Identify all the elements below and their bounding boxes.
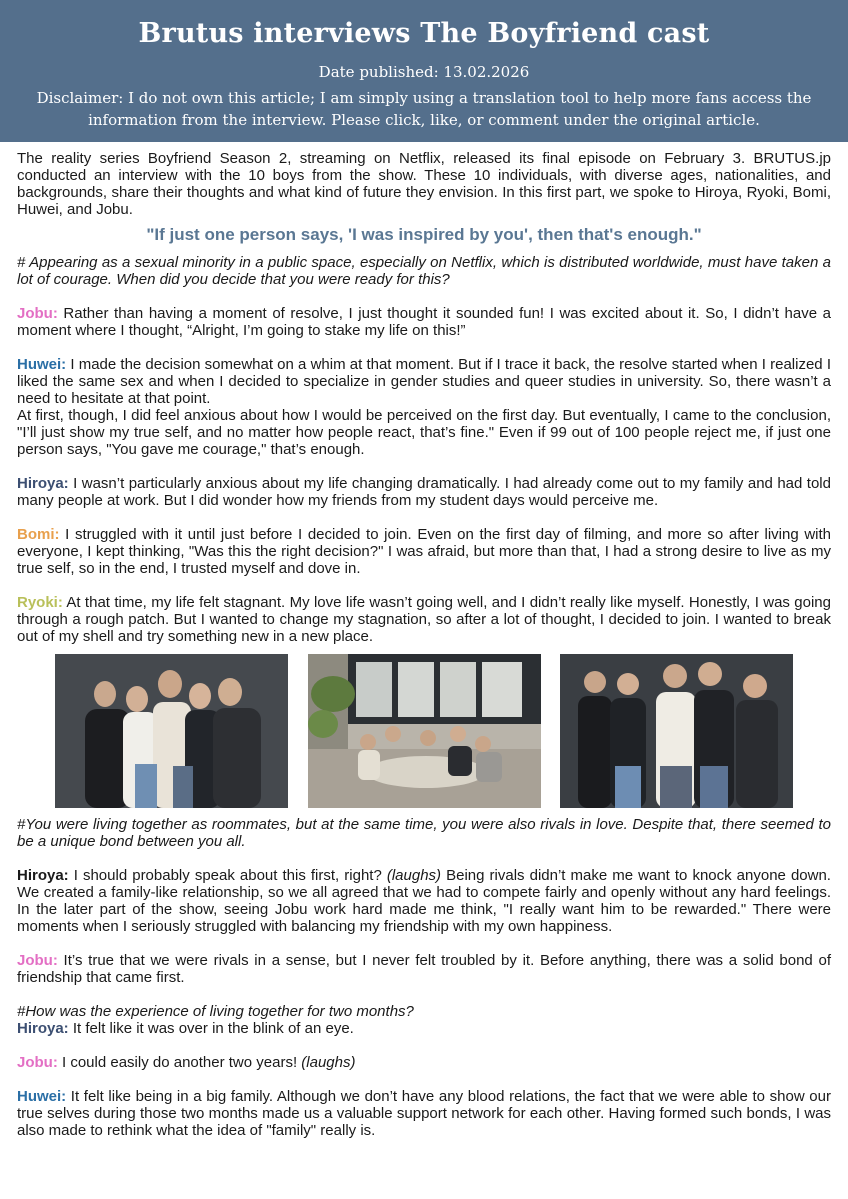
speaker-ryoki: Ryoki: — [17, 594, 63, 611]
speaker-jobu: Jobu: — [17, 952, 58, 969]
answer-text: I struggled with it until just before I decided to join. Even on the first day of filming, and more so after living with everyone, I kept thinking, "Was this the right decision?" I was afraid, but more than that, I had a strong desire to live as my true self, so in the end, I trusted myself and dove in. — [17, 526, 831, 577]
answer-jobu-3 — [17, 1054, 831, 1071]
publish-date: Date published: 13.02.2026 — [318, 63, 530, 81]
answer-hiroya-2 — [17, 867, 831, 935]
answer-hiroya-3 — [17, 1020, 831, 1037]
question-3: #How was the experience of living together for two months? — [17, 1003, 414, 1020]
answer-text: I wasn’t particularly anxious about my life changing dramatically. I had already come out to my family and had told many people at work. But I did wonder how my friends from my student days would perceive me. — [17, 475, 831, 509]
answer-text: Rather than having a moment of resolve, I just thought it sounded fun! I was excited about it. So, I didn’t have a moment where I thought, “Alright, I’m going to stake my life on this!” — [17, 305, 831, 339]
answer-huwei-3 — [17, 1088, 831, 1139]
answer-huwei-1 — [17, 356, 831, 407]
laugh-note: (laughs) — [386, 867, 442, 884]
answer-ryoki-1 — [17, 594, 831, 645]
speaker-jobu: Jobu: — [17, 305, 58, 322]
speaker-jobu: Jobu: — [17, 1054, 58, 1071]
question-1: # Appearing as a sexual minority in a public space, especially on Netflix, which is distributed worldwide, must have taken a lot of courage. When did you decide that you were ready for this? — [17, 254, 831, 288]
speaker-hiroya: Hiroya: — [17, 475, 69, 492]
article-header — [0, 0, 848, 142]
cast-photo-group-hug — [55, 654, 288, 808]
disclaimer: Disclaimer: I do not own this article; I am simply using a translation tool to help more fans access the information from the interview. Please click, like, or comment under the original article. — [36, 89, 812, 129]
question-2: #You were living together as roommates, but at the same time, you were also rivals in love. Despite that, there seemed to be a unique bond between you all. — [17, 816, 831, 850]
answer-jobu-2 — [17, 952, 831, 986]
speaker-hiroya: Hiroya: — [17, 1020, 69, 1037]
speaker-hiroya: Hiroya: — [17, 867, 69, 884]
cast-photo-standing — [560, 654, 793, 808]
laugh-note: (laughs) — [301, 1054, 356, 1071]
answer-text: I made the decision somewhat on a whim at that moment. But if I trace it back, the resolve started when I realized I liked the same sex and when I decided to specialize in gender studies and queer studies in university. So, there wasn’t a need to hesitate at that point. — [17, 356, 831, 407]
article-body — [0, 142, 848, 1139]
answer-text: I could easily do another two years! — [57, 1054, 302, 1071]
speaker-bomi: Bomi: — [17, 526, 60, 543]
answer-text: It felt like it was over in the blink of an eye. — [68, 1020, 354, 1037]
article-title: Brutus interviews The Boyfriend cast — [138, 18, 710, 49]
answer-jobu-1 — [17, 305, 831, 339]
answer-text: At that time, my life felt stagnant. My love life wasn’t going well, and I didn’t really like myself. Honestly, I was going through a rough patch. But I wanted to change my stagnation, so after a lot of thought, I decided to join. I wanted to break out of my shell and try something new in a new place. — [17, 594, 831, 645]
answer-text: It felt like being in a big family. Although we don’t have any blood relations, the fact that we were able to show our true selves during those two months made us a valuable support network for each other. Having formed such bonds, I was also made to rethink what the idea of "family" really is. — [17, 1088, 831, 1139]
speaker-huwei: Huwei: — [17, 1088, 67, 1105]
answer-text: I should probably speak about this first, right? — [68, 867, 387, 884]
answer-text: Being rivals didn’t make me want to knock anyone down. We created a family-like relationship, so we all agreed that we had to compete fairly and openly without any hard feelings. In the later part of the show, seeing Jobu work hard made me think, "I really want him to be rewarded." There were moments when I seriously struggled with balancing my friendship with my own happiness. — [17, 867, 831, 935]
answer-text: It’s true that we were rivals in a sense, but I never felt troubled by it. Before anything, there was a solid bond of friendship that came first. — [17, 952, 831, 986]
speaker-huwei: Huwei: — [17, 356, 67, 373]
answer-hiroya-1 — [17, 475, 831, 509]
intro-paragraph: The reality series Boyfriend Season 2, streaming on Netflix, released its final episode on February 3. BRUTUS.jp conducted an interview with the 10 boys from the show. These 10 individuals, with diverse ages, nationalities, and backgrounds, share their thoughts and what kind of future they envision. In this first part, we spoke to Hiroya, Ryoki, Bomi, Huwei, and Jobu. — [17, 150, 831, 218]
answer-huwei-1-cont: At first, though, I did feel anxious about how I would be perceived on the first day. But eventually, I came to the conclusion, "I’ll just show my true self, and no matter how people react, that’s fine." Even if 99 out of 100 people reject me, if just one person says, "You gave me courage," that’s enough. — [17, 407, 831, 458]
cast-photo-living-room — [308, 654, 541, 808]
answer-bomi-1 — [17, 526, 831, 577]
pull-quote: "If just one person says, 'I was inspired by you', then that's enough." — [146, 225, 702, 244]
photo-row — [55, 654, 793, 808]
